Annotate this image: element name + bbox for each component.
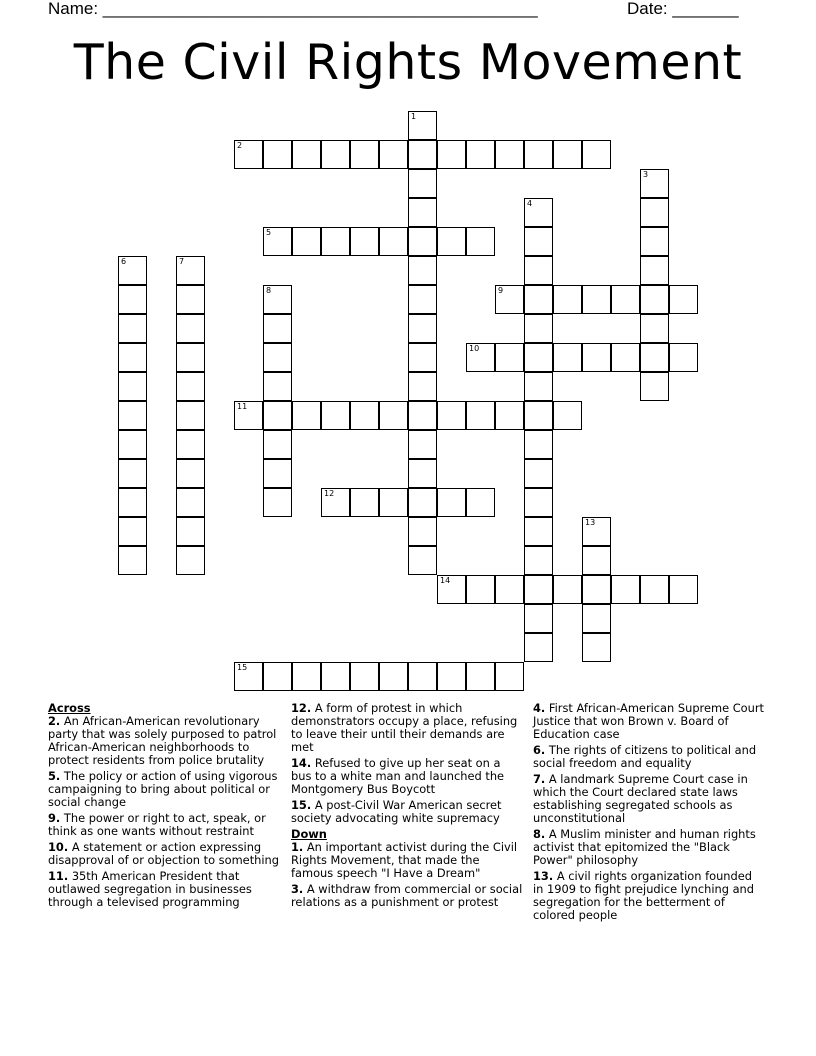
grid-cell[interactable] [582, 633, 611, 662]
grid-cell[interactable] [495, 662, 524, 691]
grid-cell[interactable] [524, 372, 553, 401]
grid-cell[interactable] [292, 227, 321, 256]
grid-cell[interactable] [640, 314, 669, 343]
clue-item-text: A Muslim minister and human rights activist that epitomized the "Black Power" philosophy [533, 827, 756, 867]
grid-cell[interactable] [321, 140, 350, 169]
grid-cell[interactable] [321, 401, 350, 430]
grid-cell[interactable] [640, 198, 669, 227]
grid-cell[interactable] [408, 372, 437, 401]
clue-number-label: 12 [324, 489, 335, 498]
grid-cell[interactable] [292, 662, 321, 691]
grid-cell[interactable] [350, 662, 379, 691]
clue-number-label: 11 [237, 402, 248, 411]
grid-cell[interactable] [640, 343, 669, 372]
grid-cell[interactable] [524, 285, 553, 314]
grid-cell[interactable] [263, 314, 292, 343]
grid-cell[interactable] [321, 227, 350, 256]
clue-item-number: 15. [291, 798, 312, 812]
grid-cell[interactable] [263, 459, 292, 488]
grid-cell[interactable] [292, 401, 321, 430]
grid-cell[interactable] [582, 604, 611, 633]
clue-item-text: The power or right to act, speak, or think as one wants without restraint [48, 811, 266, 838]
grid-cell[interactable] [379, 227, 408, 256]
grid-cell[interactable] [524, 488, 553, 517]
grid-cell[interactable] [118, 430, 147, 459]
grid-cell[interactable] [495, 575, 524, 604]
grid-cell[interactable] [524, 430, 553, 459]
clue-item-text: The rights of citizens to political and social freedom and equality [533, 743, 757, 770]
clue-number-label: 15 [237, 663, 248, 672]
clue-item [533, 773, 765, 825]
grid-cell[interactable] [466, 343, 495, 372]
clue-item-number: 8. [533, 827, 546, 841]
grid-cell[interactable] [611, 343, 640, 372]
grid-cell[interactable] [437, 401, 466, 430]
clue-item-number: 6. [533, 743, 546, 757]
clue-item-text: A withdraw from commercial or social relations as a punishment or protest [291, 882, 523, 909]
grid-cell[interactable] [118, 517, 147, 546]
grid-cell[interactable] [408, 430, 437, 459]
grid-cell[interactable] [495, 343, 524, 372]
grid-cell[interactable] [176, 459, 205, 488]
clue-item [291, 799, 523, 825]
clue-number-label: 6 [121, 257, 127, 266]
grid-cell[interactable] [408, 198, 437, 227]
clue-item-number: 13. [533, 869, 554, 883]
grid-cell[interactable] [234, 401, 263, 430]
clue-number-label: 13 [585, 518, 596, 527]
page-title: The Civil Rights Movement [73, 34, 743, 91]
clue-item [533, 744, 765, 770]
clue-item-text: An important activist during the Civil Rights Movement, that made the famous speech "I Have a Dream" [291, 840, 518, 880]
grid-cell[interactable] [379, 401, 408, 430]
grid-cell[interactable] [611, 575, 640, 604]
clue-number-label: 4 [527, 199, 533, 208]
grid-cell[interactable] [321, 662, 350, 691]
clue-item-number: 5. [48, 769, 61, 783]
grid-cell[interactable] [350, 140, 379, 169]
clue-item-number: 10. [48, 840, 69, 854]
grid-cell[interactable] [176, 401, 205, 430]
clue-item-text: First African-American Supreme Court Justice that won Brown v. Board of Education case [533, 701, 765, 741]
grid-cell[interactable] [118, 546, 147, 575]
grid-cell[interactable] [408, 227, 437, 256]
grid-cell[interactable] [582, 140, 611, 169]
clue-item [48, 841, 280, 867]
clue-section-heading: Down [291, 827, 327, 841]
grid-cell[interactable] [408, 343, 437, 372]
grid-cell[interactable] [640, 372, 669, 401]
grid-cell[interactable] [408, 488, 437, 517]
clue-column-1 [48, 702, 280, 912]
grid-cell[interactable] [640, 285, 669, 314]
grid-cell[interactable] [176, 314, 205, 343]
grid-cell[interactable] [263, 662, 292, 691]
grid-cell[interactable] [669, 575, 698, 604]
grid-cell[interactable] [263, 488, 292, 517]
grid-cell[interactable] [408, 285, 437, 314]
grid-cell[interactable] [524, 401, 553, 430]
grid-cell[interactable] [669, 343, 698, 372]
grid-cell[interactable] [263, 343, 292, 372]
grid-cell[interactable] [640, 227, 669, 256]
clue-item [533, 702, 765, 741]
grid-cell[interactable] [408, 662, 437, 691]
grid-cell[interactable] [118, 343, 147, 372]
clue-number-label: 9 [498, 286, 504, 295]
grid-cell[interactable] [118, 401, 147, 430]
clue-item [48, 812, 280, 838]
grid-cell[interactable] [118, 285, 147, 314]
grid-cell[interactable] [640, 575, 669, 604]
grid-cell[interactable] [640, 169, 669, 198]
grid-cell[interactable] [118, 488, 147, 517]
grid-cell[interactable] [437, 227, 466, 256]
grid-cell[interactable] [408, 256, 437, 285]
grid-cell[interactable] [495, 285, 524, 314]
grid-cell[interactable] [176, 256, 205, 285]
grid-cell[interactable] [553, 343, 582, 372]
clue-number-label: 7 [179, 257, 185, 266]
grid-cell[interactable] [176, 430, 205, 459]
clue-number-label: 8 [266, 286, 272, 295]
grid-cell[interactable] [118, 314, 147, 343]
grid-cell[interactable] [466, 227, 495, 256]
grid-cell[interactable] [524, 604, 553, 633]
clue-item-text: A landmark Supreme Court case in which the Court declared state laws establishing segregated schools as unconstitutional [533, 772, 748, 825]
grid-cell[interactable] [582, 285, 611, 314]
clue-item-text: A post-Civil War American secret society advocating white supremacy [291, 798, 502, 825]
grid-cell[interactable] [553, 140, 582, 169]
clue-column-2 [291, 702, 523, 912]
grid-cell[interactable] [640, 256, 669, 285]
clue-number-label: 3 [643, 170, 649, 179]
grid-cell[interactable] [495, 401, 524, 430]
grid-cell[interactable] [263, 401, 292, 430]
grid-cell[interactable] [350, 401, 379, 430]
grid-cell[interactable] [118, 372, 147, 401]
grid-cell[interactable] [408, 546, 437, 575]
grid-cell[interactable] [437, 488, 466, 517]
grid-cell[interactable] [408, 314, 437, 343]
clue-section-heading: Across [48, 701, 91, 715]
grid-cell[interactable] [582, 546, 611, 575]
grid-cell[interactable] [176, 285, 205, 314]
grid-cell[interactable] [524, 343, 553, 372]
grid-cell[interactable] [524, 198, 553, 227]
grid-cell[interactable] [176, 372, 205, 401]
grid-cell[interactable] [379, 662, 408, 691]
clue-item-number: 7. [533, 772, 546, 786]
grid-cell[interactable] [553, 401, 582, 430]
grid-cell[interactable] [524, 546, 553, 575]
grid-cell[interactable] [408, 459, 437, 488]
grid-cell[interactable] [176, 546, 205, 575]
grid-cell[interactable] [553, 575, 582, 604]
grid-cell[interactable] [118, 459, 147, 488]
clue-item-text: A form of protest in which demonstrators occupy a place, refusing to leave their until their demands are met [291, 701, 518, 754]
grid-cell[interactable] [263, 285, 292, 314]
grid-cell[interactable] [669, 285, 698, 314]
grid-cell[interactable] [234, 662, 263, 691]
clue-number-label: 2 [237, 141, 243, 150]
grid-cell[interactable] [466, 401, 495, 430]
grid-cell[interactable] [437, 575, 466, 604]
clue-item [291, 702, 523, 754]
grid-cell[interactable] [408, 111, 437, 140]
clue-item-number: 9. [48, 811, 61, 825]
clue-number-label: 5 [266, 228, 272, 237]
grid-cell[interactable] [524, 314, 553, 343]
clue-item [48, 770, 280, 809]
clue-item-number: 11. [48, 869, 69, 883]
clue-item [291, 883, 523, 909]
grid-cell[interactable] [408, 169, 437, 198]
grid-cell[interactable] [611, 285, 640, 314]
clue-item [291, 841, 523, 880]
grid-cell[interactable] [437, 662, 466, 691]
clue-number-label: 1 [411, 112, 417, 121]
grid-cell[interactable] [524, 633, 553, 662]
clue-number-label: 10 [469, 344, 480, 353]
clue-item-number: 4. [533, 701, 546, 715]
clue-item-text: An African-American revolutionary party that was solely purposed to patrol African-American neighborhoods to protect residents from police brutality [48, 714, 277, 767]
grid-cell[interactable] [466, 140, 495, 169]
grid-cell[interactable] [263, 140, 292, 169]
clue-number-label: 14 [440, 576, 451, 585]
grid-cell[interactable] [495, 140, 524, 169]
grid-cell[interactable] [408, 401, 437, 430]
clue-item [533, 870, 765, 922]
clue-item-text: The policy or action of using vigorous campaigning to bring about political or social change [48, 769, 278, 809]
grid-cell[interactable] [582, 343, 611, 372]
clue-item [291, 757, 523, 796]
clue-item-number: 14. [291, 756, 312, 770]
grid-cell[interactable] [582, 575, 611, 604]
grid-cell[interactable] [466, 488, 495, 517]
clue-column-3 [533, 702, 765, 925]
grid-cell[interactable] [524, 575, 553, 604]
grid-cell[interactable] [437, 140, 466, 169]
clue-item-number: 2. [48, 714, 61, 728]
grid-cell[interactable] [553, 285, 582, 314]
grid-cell[interactable] [118, 256, 147, 285]
grid-cell[interactable] [524, 227, 553, 256]
grid-cell[interactable] [379, 488, 408, 517]
clue-item-number: 3. [291, 882, 304, 896]
grid-cell[interactable] [524, 517, 553, 546]
grid-cell[interactable] [176, 488, 205, 517]
grid-cell[interactable] [524, 140, 553, 169]
clue-item [48, 870, 280, 909]
name-field-label: Name: ______________________________________________ [48, 0, 538, 18]
grid-cell[interactable] [350, 488, 379, 517]
grid-cell[interactable] [466, 575, 495, 604]
clue-item-text: A civil rights organization founded in 1909 to fight prejudice lynching and segregation for the betterment of colored people [533, 869, 754, 922]
grid-cell[interactable] [408, 517, 437, 546]
grid-cell[interactable] [408, 140, 437, 169]
grid-cell[interactable] [263, 430, 292, 459]
grid-cell[interactable] [582, 517, 611, 546]
clue-item [533, 828, 765, 867]
grid-cell[interactable] [263, 372, 292, 401]
clue-item-text: 35th American President that outlawed segregation in businesses through a televised programming [48, 869, 252, 909]
grid-cell[interactable] [234, 140, 263, 169]
grid-cell[interactable] [176, 343, 205, 372]
clue-item [48, 715, 280, 767]
grid-cell[interactable] [176, 517, 205, 546]
grid-cell[interactable] [379, 140, 408, 169]
grid-cell[interactable] [292, 140, 321, 169]
clue-item-number: 1. [291, 840, 304, 854]
grid-cell[interactable] [263, 227, 292, 256]
clue-item-text: Refused to give up her seat on a bus to a white man and launched the Montgomery Bus Boycott [291, 756, 505, 796]
clue-item-text: A statement or action expressing disapproval of or objection to something [48, 840, 279, 867]
grid-cell[interactable] [524, 459, 553, 488]
grid-cell[interactable] [321, 488, 350, 517]
grid-cell[interactable] [524, 256, 553, 285]
date-field-label: Date: _______ [627, 0, 739, 18]
clue-item-number: 12. [291, 701, 312, 715]
grid-cell[interactable] [350, 227, 379, 256]
grid-cell[interactable] [466, 662, 495, 691]
